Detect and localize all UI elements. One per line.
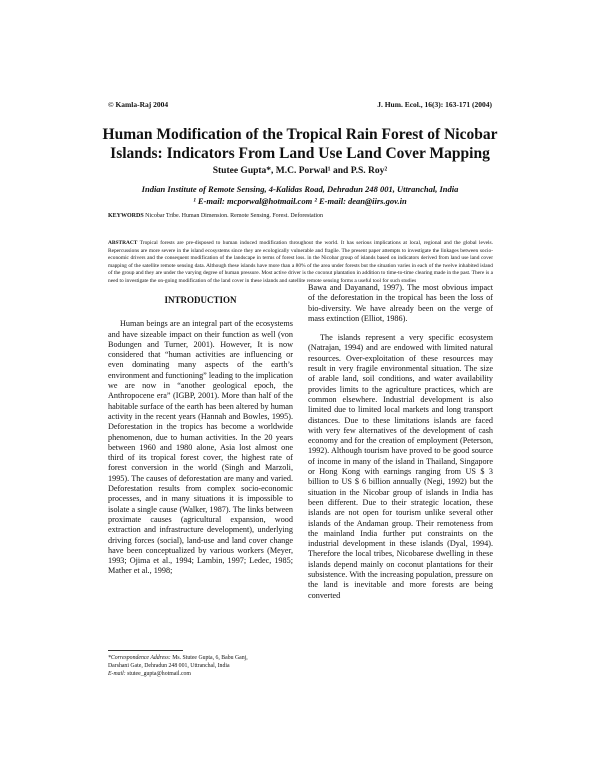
abstract-text: Tropical forests are pre-disposed to human induced modification throughout the world. It has serious implications at local, regional and the global levels. Repercussions are more severe in the island ecosystems since they are ecologically vulnerable and fragile. The present paper attempts to investigate the linkages between socio-economic drivers and the consequent modification of the landscape in terms of forest loss. in the Nicobar group of islands based on indicators derived from land use land cover mapping of the satellite remote sensing data. Although these islands have more than a 80% of the area under forests but the situation varies in each of the twelve inhabited island of the group and they are under the varying degree of human pressure. Most active driver is the coconut plantation in addition to time-to-time clearing made in the past. There is a need to investigate the on-going modification of the land cover in these islands and satellite remote sensing forms a useful tool for such studies bbox=[108, 240, 493, 284]
copyright-header: © Kamla-Raj 2004 bbox=[108, 100, 169, 109]
intro-paragraph-1: Human beings are an integral part of the ecosystems and have sizeable impact on their function as well (von Bodungen and Turner, 2001). However, It is now considered that “human activities are influencing or even dominating many aspects of the earth’s environment and functioning” leading to the implication we are now in “another geological epoch, the Anthropocene era” (IGBP, 2001). More than half of the habitable surface of the earth has been altered by human activity in the recent years (Hannah and Bowles, 1995). Deforestation in the tropics has become a worldwide phenomenon, due to human activities. In the 20 years between 1960 and 1980 alone, Asia lost almost one third of its tropical forest cover, the highest rate of forest conversion in the world (Singh and Marzoli, 1995). The causes of deforestation are many and varied. Deforestation results from complex socio-economic processes, and in many situations it is impossible to isolate a single cause (Walker, 1987). The links between proximate causes (agricultural expansion, wood extraction and infrastructure development), underlying driving forces (social), land-use and land cover change have been conceptualized by various workers (Meyer, 1993; Ojima et al., 1994; Lambin, 1997; Ledec, 1985; Mather et al., 1998; bbox=[108, 319, 293, 576]
journal-citation-header: J. Hum. Ecol., 16(3): 163-171 (2004) bbox=[377, 100, 492, 109]
authors: Stutee Gupta*, M.C. Porwal¹ and P.S. Roy² bbox=[212, 166, 388, 176]
footnote-email-label: E-mail: bbox=[108, 670, 126, 677]
footnote-label: *Correspondence Address: bbox=[108, 655, 171, 661]
right-column bbox=[308, 283, 493, 601]
footnote-email: stutee_gupta@hotmail.com bbox=[125, 670, 191, 677]
keywords-label: KEYWORDS bbox=[108, 213, 144, 219]
paper-title bbox=[0, 125, 600, 163]
affiliation-address: Indian Institute of Remote Sensing, 4-Kalidas Road, Dehradun 248 001, Uttranchal, India bbox=[141, 184, 459, 194]
correspondence-footnote bbox=[108, 655, 293, 678]
abstract-label: ABSTRACT bbox=[108, 240, 138, 246]
abstract bbox=[108, 240, 493, 286]
footnote-address-line-2: Darshani Gate, Dehradun 248 001, Uttranchal, India bbox=[108, 662, 230, 669]
footnote-rule bbox=[108, 650, 183, 651]
footnote-address-line-1: Ms. Stutee Gupta, 6, Babu Ganj, bbox=[170, 655, 248, 661]
keywords bbox=[108, 212, 493, 220]
keywords-text: Nicobar Tribe. Human Dimension. Remote Sensing. Forest. Deforestation bbox=[145, 213, 323, 219]
affiliation bbox=[0, 183, 600, 207]
intro-paragraph-2: The islands represent a very specific ecosystem (Natrajan, 1994) and are endowed with limited natural resources. Over-exploitation of these resources may result in very fragile environmental situation. The size of arable land, soil conditions, and water availability provides limits to the agriculture practices, which are common elsewhere. Industrial development is also limited due to limited local markets and long transport distances. Due to these limitations islands are faced with very few alternatives of the development of cash economy and for the creation of employment (Peterson, 1992). Although tourism have proved to be good source of income in many of the island in Thailand, Singapore or Hong Kong with earnings ranging from US $ 3 billion to US $ 6 billion annually (Negi, 1992) but the situation in the Nicobar group of islands in India has been different. Due to their strategic location, these islands are not open for tourism unlike several other islands of the Andaman group. Their remoteness from the mainland India further put constraints on the industrial development in these islands (Dyal, 1994). Therefore the local tribes, Nicobarese dwelling in these islands depend mainly on coconut plantations for their subsistence. With the increasing population, pressure on the land is inevitable and more forests are being converted bbox=[308, 333, 493, 600]
section-heading-introduction: INTRODUCTION bbox=[164, 295, 237, 305]
intro-paragraph-1-continued: Bawa and Dayanand, 1997). The most obvious impact of the deforestation in the tropical has been the loss of bio-diversity. We have already been on the verge of mass extinction (Elliot, 1986). bbox=[308, 283, 493, 323]
title-line-2: Islands: Indicators From Land Use Land Cover Mapping bbox=[110, 145, 490, 162]
affiliation-emails: ¹ E-mail: mcporwal@hotmail.com ² E-mail: dean@iirs.gov.in bbox=[193, 196, 407, 206]
left-column bbox=[108, 283, 293, 577]
title-line-1: Human Modification of the Tropical Rain Forest of Nicobar bbox=[102, 126, 498, 143]
